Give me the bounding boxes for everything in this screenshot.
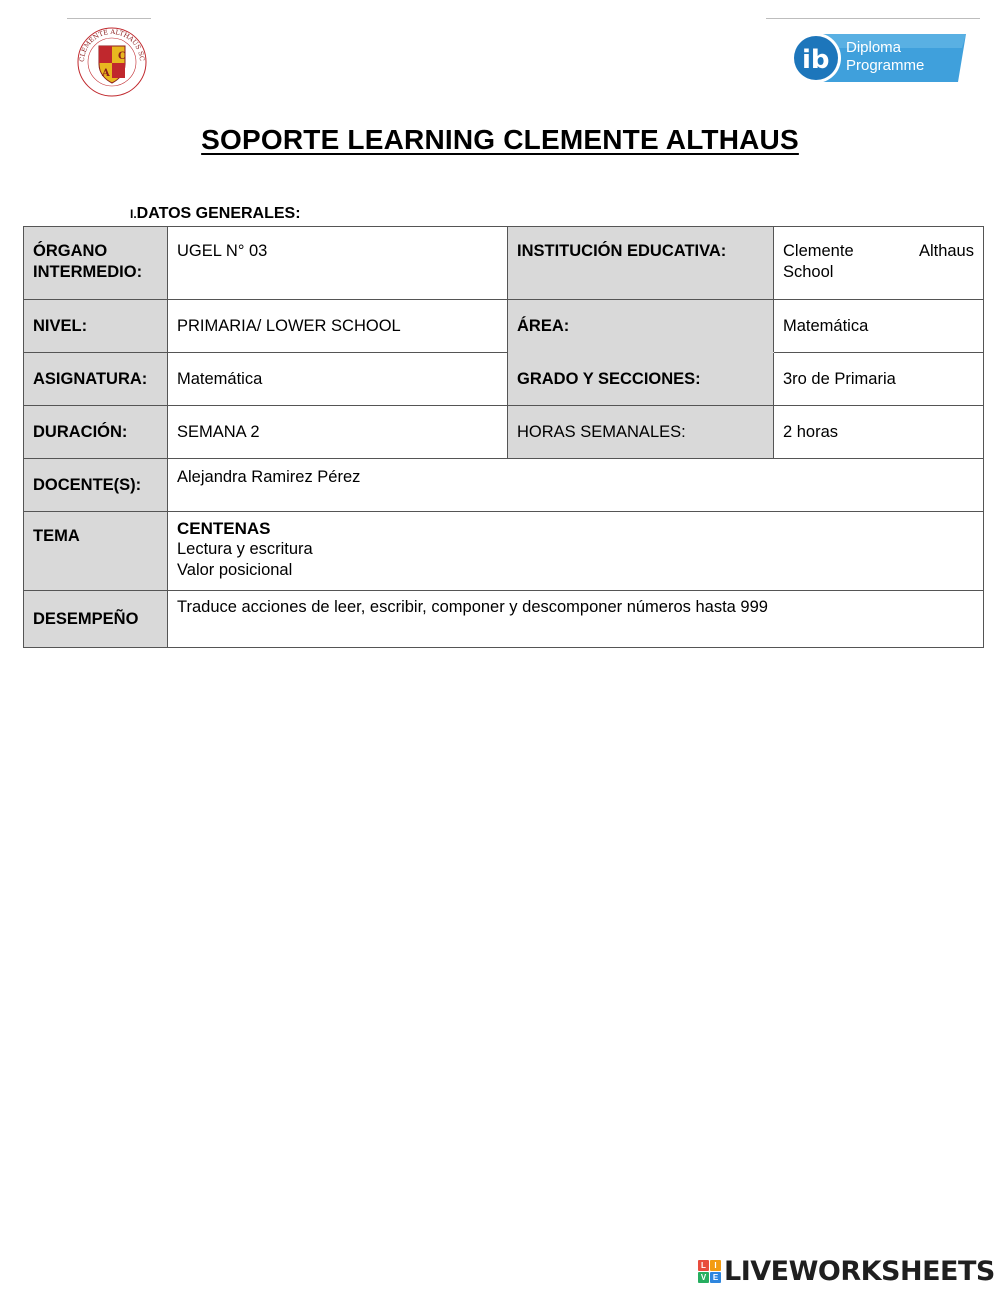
desempeno-label: DESEMPEÑO — [24, 591, 168, 648]
table-row — [24, 512, 984, 591]
institucion-value: Clemente Althaus School — [774, 227, 984, 300]
section-label: DATOS GENERALES: — [136, 205, 301, 222]
svg-text:A: A — [102, 68, 110, 79]
svg-text:C: C — [118, 51, 126, 62]
page-title: SOPORTE LEARNING CLEMENTE ALTHAUS — [201, 124, 799, 155]
table-row — [24, 459, 984, 512]
table-row — [24, 406, 984, 459]
svg-text:ib: ib — [802, 45, 830, 75]
table-row — [24, 591, 984, 648]
organo-value: UGEL N° 03 — [168, 227, 508, 300]
grado-label: GRADO Y SECCIONES: — [508, 353, 774, 406]
desempeno-value: Traduce acciones de leer, escribir, componer y descomponer números hasta 999 — [168, 591, 984, 648]
nivel-value: PRIMARIA/ LOWER SCHOOL — [168, 300, 508, 353]
area-value: Matemática — [774, 300, 984, 353]
docente-value: Alejandra Ramirez Pérez — [168, 459, 984, 512]
duracion-value: SEMANA 2 — [168, 406, 508, 459]
liveworksheets-logo — [698, 1256, 995, 1286]
area-label: ÁREA: — [508, 300, 774, 353]
tema-line: Valor posicional — [177, 561, 293, 579]
section-number: I. — [130, 207, 137, 221]
svg-text:Programme: Programme — [846, 57, 925, 74]
liveworksheets-wordmark: LIVEWORKSHEETS — [724, 1255, 995, 1287]
organo-label: ÓRGANO INTERMEDIO: — [24, 227, 168, 300]
tema-line: Lectura y escritura — [177, 540, 313, 558]
table-row — [24, 227, 984, 300]
asignatura-label: ASIGNATURA: — [24, 353, 168, 406]
svg-text:Diploma: Diploma — [846, 39, 902, 56]
ib-diploma-programme-logo — [790, 28, 970, 84]
clemente-althaus-crest-logo — [72, 26, 152, 98]
tema-title: CENTENAS — [177, 519, 271, 538]
header-rule-right — [766, 18, 980, 19]
duracion-label: DURACIÓN: — [24, 406, 168, 459]
asignatura-value: Matemática — [168, 353, 508, 406]
tema-label: TEMA — [24, 512, 168, 591]
docente-label: DOCENTE(S): — [24, 459, 168, 512]
grado-value: 3ro de Primaria — [774, 353, 984, 406]
horas-label: HORAS SEMANALES: — [508, 406, 774, 459]
table-row — [24, 300, 984, 353]
general-data-table — [23, 226, 984, 648]
liveworksheets-icon: L I V E — [698, 1260, 721, 1283]
tema-value — [168, 512, 984, 591]
institucion-label: INSTITUCIÓN EDUCATIVA: — [508, 227, 774, 300]
svg-text:CLEMENTE ALTHAUS SCHOOL: CLEMENTE ALTHAUS SC — [77, 27, 147, 63]
table-row — [24, 353, 984, 406]
nivel-label: NIVEL: — [24, 300, 168, 353]
section-heading — [130, 205, 301, 223]
horas-value: 2 horas — [774, 406, 984, 459]
header-rule-left — [67, 18, 151, 19]
